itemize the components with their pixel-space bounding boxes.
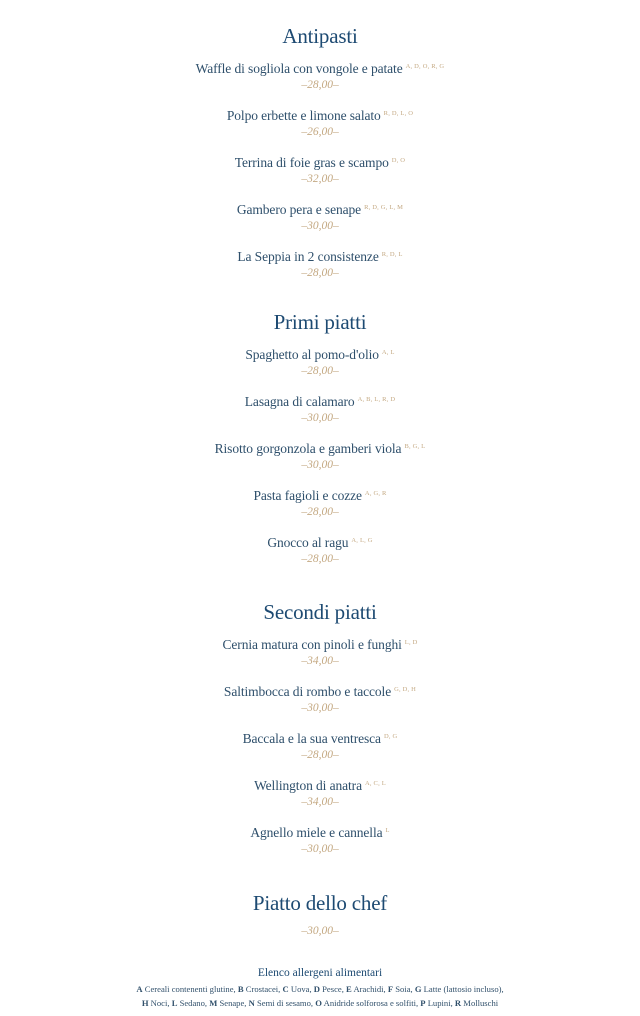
allergen-codes: A, L [381, 349, 395, 356]
dish-name: Agnello miele e cannella [250, 825, 383, 840]
allergen-legend [0, 938, 640, 1010]
section-antipasti [0, 0, 640, 280]
dish-price: –34,00– [301, 655, 339, 667]
section-title: Secondi piatti [263, 600, 377, 624]
section-secondi-piatti [0, 566, 640, 856]
dish-name: Baccala e la sua ventresca [242, 731, 381, 746]
allergen-code: B [237, 984, 244, 994]
allergen-label: Sedano, [179, 998, 208, 1008]
dish-name: Spaghetto al pomo-d'olio [245, 347, 379, 362]
dish-price: –26,00– [301, 126, 339, 138]
dish-price: –28,00– [301, 365, 339, 377]
allergen-label: Latte (lattosio incluso), [423, 984, 504, 994]
menu-item [0, 438, 640, 472]
dish-price: –28,00– [301, 749, 339, 761]
allergen-codes: G, D, H [394, 686, 417, 693]
dish-name: Cernia matura con pinoli e funghi [222, 637, 402, 652]
allergen-codes: R, D, G, L, M [364, 204, 404, 211]
allergen-codes: L [385, 827, 390, 834]
allergen-codes: R, D, L, O [383, 110, 414, 117]
allergen-label: Uova, [290, 984, 312, 994]
allergen-codes: D, O [391, 157, 406, 164]
allergen-label: Soia, [395, 984, 413, 994]
menu-item [0, 391, 640, 425]
dish-price: –32,00– [301, 173, 339, 185]
allergen-label: Cereali contenenti glutine, [144, 984, 236, 994]
allergen-label: Noci, [150, 998, 170, 1008]
allergen-label: Molluschi [463, 998, 499, 1008]
dish-price: –28,00– [301, 267, 339, 279]
dish-name: Pasta fagioli e cozze [253, 488, 362, 503]
allergen-code: D [313, 984, 320, 994]
legend-line [0, 996, 640, 1010]
menu-item [0, 681, 640, 715]
allergen-codes: L, D [404, 639, 418, 646]
menu-item [0, 728, 640, 762]
allergen-code: M [209, 998, 218, 1008]
allergen-codes: R, D, L [381, 251, 403, 258]
allergen-codes: A, B, L, R, D [357, 396, 396, 403]
section-chef [0, 856, 640, 938]
allergen-code: H [141, 998, 149, 1008]
menu-item [0, 344, 640, 378]
section-title: Piatto dello chef [252, 891, 388, 915]
section-title: Antipasti [282, 24, 358, 48]
dish-price: –28,00– [301, 79, 339, 91]
dish-price: –30,00– [301, 702, 339, 714]
allergen-code: R [454, 998, 462, 1008]
dish-name: Saltimbocca di rombo e taccole [223, 684, 392, 699]
allergen-label: Crostacei, [245, 984, 281, 994]
allergen-codes: A, G, R [364, 490, 387, 497]
dish-name: Risotto gorgonzola e gamberi viola [214, 441, 402, 456]
dish-price: –30,00– [301, 412, 339, 424]
menu-item [0, 105, 640, 139]
allergen-label: Arachidi, [353, 984, 386, 994]
allergen-code: A [136, 984, 143, 994]
dish-price: –28,00– [301, 506, 339, 518]
dish-name: Terrina di foie gras e scampo [234, 155, 389, 170]
allergen-label: Semi di sesamo, [256, 998, 314, 1008]
dish-price: –34,00– [301, 796, 339, 808]
allergen-codes: A, D, O, R, G [405, 63, 445, 70]
allergen-codes: A, C, L [364, 780, 386, 787]
menu-item [0, 822, 640, 856]
dish-price: –28,00– [301, 553, 339, 565]
menu-item [0, 634, 640, 668]
dish-name: Gnocco al ragu [267, 535, 349, 550]
dish-name: Gambero pera e senape [236, 202, 362, 217]
allergen-code: C [282, 984, 289, 994]
legend-title: Elenco allergeni alimentari [257, 967, 383, 979]
dish-name: La Seppia in 2 consistenze [237, 249, 379, 264]
dish-name: Waffle di sogliola con vongole e patate [195, 61, 403, 76]
allergen-label: Pesce, [322, 984, 344, 994]
menu-item [0, 775, 640, 809]
section-primi-piatti [0, 280, 640, 566]
allergen-codes: B, G, L [404, 443, 426, 450]
allergen-label: Senape, [219, 998, 247, 1008]
menu-item [0, 152, 640, 186]
allergen-code: G [414, 984, 422, 994]
chef-price: –30,00– [301, 925, 339, 937]
allergen-codes: D, G [383, 733, 398, 740]
allergen-code: F [387, 984, 394, 994]
dish-name: Lasagna di calamaro [244, 394, 355, 409]
legend-line [0, 982, 640, 996]
allergen-code: P [420, 998, 426, 1008]
allergen-code: N [248, 998, 255, 1008]
allergen-codes: A, L, G [351, 537, 373, 544]
allergen-label: Anidride solforosa e solfiti, [323, 998, 419, 1008]
allergen-code: O [315, 998, 322, 1008]
dish-price: –30,00– [301, 843, 339, 855]
menu-item [0, 199, 640, 233]
section-title: Primi piatti [273, 310, 367, 334]
menu-item [0, 485, 640, 519]
menu-item [0, 246, 640, 280]
menu-item [0, 58, 640, 92]
dish-price: –30,00– [301, 459, 339, 471]
menu-item [0, 532, 640, 566]
allergen-code: L [171, 998, 178, 1008]
dish-name: Polpo erbette e limone salato [226, 108, 381, 123]
allergen-label: Lupini, [427, 998, 453, 1008]
allergen-code: E [346, 984, 352, 994]
dish-name: Wellington di anatra [254, 778, 362, 793]
dish-price: –30,00– [301, 220, 339, 232]
